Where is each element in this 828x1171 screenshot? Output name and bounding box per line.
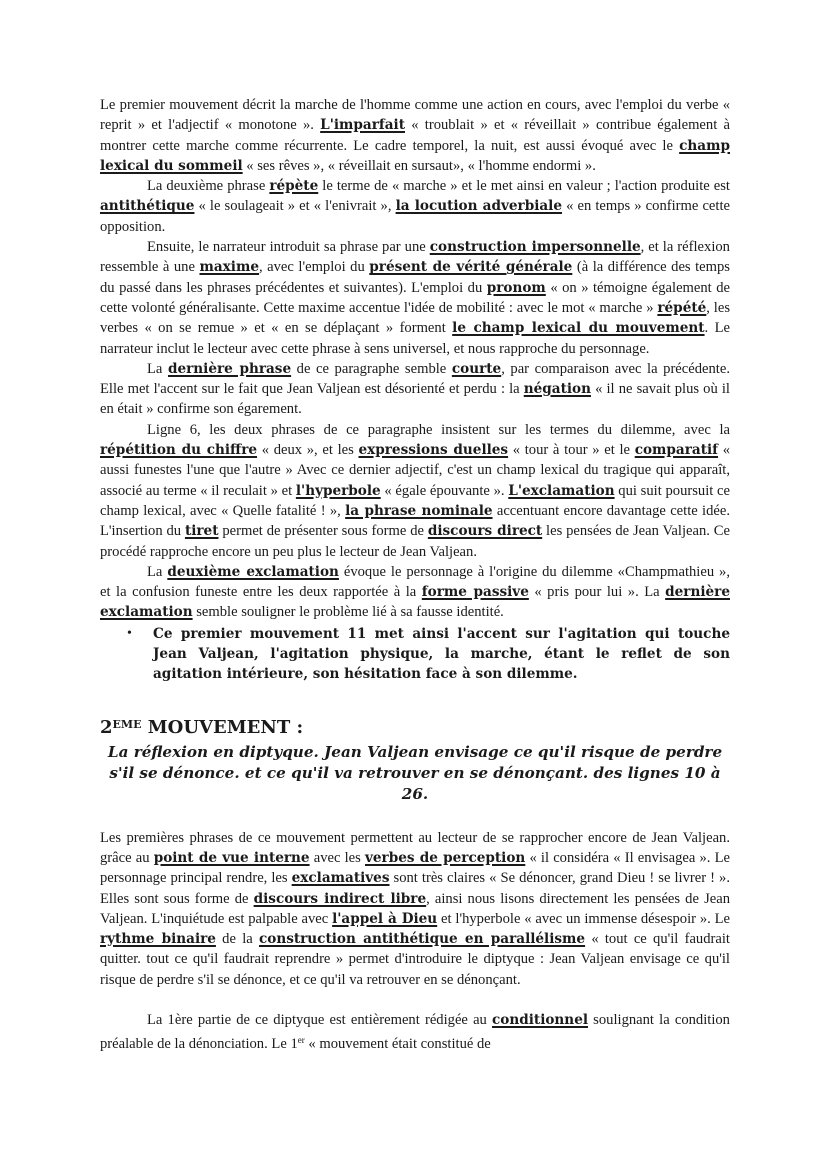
key-term: comparatif (634, 442, 719, 459)
paragraph-8: La 1ère partie de ce diptyque est entièrement rédigée au conditionnel soulignant la condition préalable de la dénonciation. Le 1er « mouvement était constitué de (100, 1011, 730, 1053)
paragraph-5: Ligne 6, les deux phrases de ce paragraphe insistent sur les termes du dilemme, avec la répétition du chiffre « deux », et les expressions duelles « tour à tour » et le comparatif « aussi funestes l'une que l'autre » Avec ce dernier adjectif, c'est un champ lexical du tragique qui apparaît, associé au terme « il reculait » et l'hyperbole « égale épouvante ». L'exclamation qui suit poursuit ce champ lexical, avec « Quelle fatalité ! », la phrase nominale accentuant encore davantage cette idée. L'insertion du tiret permet de présenter sous forme de discours direct les pensées de Jean Valjean. Ce procédé rapproche encore un peu plus le lecteur de Jean Valjean. (100, 421, 730, 560)
paragraph-1: Le premier mouvement décrit la marche de l'homme comme une action en cours, avec l'emploi du verbe « reprit » et l'adjectif « monotone ». L'imparfait « troublait » et « réveillait » contribue également à montrer cette marche comme récurrente. Le cadre temporel, la nuit, est aussi évoqué avec le champ lexical du sommeil « ses rêves », « réveillait en sursaut», « l'homme endormi ». (100, 97, 730, 174)
key-term: tiret (184, 523, 219, 540)
document-page (100, 95, 730, 1055)
bullet-summary (100, 624, 730, 685)
key-term: champ lexical du sommeil (100, 137, 730, 174)
key-term: discours direct (427, 523, 543, 540)
key-term: l'appel à Dieu (332, 910, 438, 927)
paragraph-3: Ensuite, le narrateur introduit sa phrase par une construction impersonnelle, et la réflexion ressemble à une maxime, avec l'emploi du présent de vérité générale (à la différence des temps du passé dans les phrases précédentes et suivantes). L'emploi du pronom « on » témoigne également de cette volonté généralisante. Cette maxime accentue l'idée de mobilité : avec le mot « marche » répété, les verbes « on se remue » et « en se déplaçant » forment le champ lexical du mouvement. Le narrateur inclut le lecteur avec cette phrase à sens universel, et nous rapproche du personnage. (100, 239, 731, 357)
key-term: rythme binaire (100, 931, 216, 948)
key-term: dernière exclamation (100, 584, 730, 621)
key-term: construction antithétique en parallélisme (258, 931, 586, 948)
key-term: le champ lexical du mouvement (452, 320, 705, 337)
bullet-text: Ce premier mouvement 11 met ainsi l'accent sur l'agitation qui touche Jean Valjean, l'agitation physique, la marche, étant le reflet de son agitation intérieure, son hésitation face à son dilemme. (153, 625, 730, 683)
key-term: répété (657, 299, 707, 316)
key-term: deuxième exclamation (167, 563, 339, 580)
paragraph-7: Les premières phrases de ce mouvement permettent au lecteur de se rapprocher encore de Jean Valjean. grâce au point de vue interne avec les verbes de perception « il considéra « Il envisagea ». Le personnage principal rendre, les exclamatives sont très claires « Se dénoncer, grand Dieu ! se livrer ! ». Elles sont sous forme de discours indirect libre, ainsi nous lisons directement les pensées de Jean Valjean. L'inquiétude est palpable avec l'appel à Dieu et l'hyperbole « avec un immense désespoir ». Le rythme binaire de la construction antithétique en parallélisme « tout ce qu'il faudrait quitter. tout ce qu'il faudrait reprendre » permet d'introduire le diptyque : Jean Valjean envisage ce qu'il risque de perdre s'il se dénonce, et ce qu'il va retrouver en se dénonçant. (100, 829, 731, 988)
paragraph-6: La deuxième exclamation évoque le personnage à l'origine du dilemme «Champmathieu », et la confusion funeste entre les deux rapportée à la forme passive « pris pour lui ». La dernière exclamation semble souligner le problème lié à sa fausse identité. (100, 563, 730, 621)
key-term: dernière phrase (167, 360, 292, 377)
key-term: construction impersonnelle (429, 239, 641, 256)
key-term: exclamatives (291, 870, 390, 887)
key-term: forme passive (421, 584, 529, 601)
key-term: discours indirect libre (253, 890, 427, 907)
key-term: négation (523, 381, 591, 398)
section-heading: 2EME MOUVEMENT : (100, 716, 304, 738)
paragraph-2: La deuxième phrase répète le terme de « marche » et le met ainsi en valeur ; l'action produite est antithétique « le soulageait » et « l'enivrait », la locution adverbiale « en temps » confirme cette opposition. (100, 178, 730, 235)
key-term: la locution adverbiale (395, 198, 562, 215)
key-term: L'imparfait (320, 117, 405, 134)
key-term: présent de vérité générale (369, 259, 573, 276)
key-term: conditionnel (492, 1011, 589, 1028)
key-term: courte (451, 360, 502, 377)
section-subtitle: La réflexion en diptyque. Jean Valjean envisage ce qu'il risque de perdre s'il se dénonce. et ce qu'il va retrouver en se dénonçant. des lignes 10 à 26. (107, 742, 723, 803)
paragraph-4: La dernière phrase de ce paragraphe semble courte, par comparaison avec la précédente. Elle met l'accent sur le fait que Jean Valjean est désorienté et perdu : la négation « il ne savait plus où il en était » confirme son égarement. (100, 360, 730, 418)
key-term: répète (269, 178, 319, 195)
bullet-icon: • (127, 625, 132, 641)
key-term: L'exclamation (508, 482, 615, 499)
key-term: répétition du chiffre (100, 442, 258, 459)
key-term: maxime (199, 259, 259, 276)
key-term: point de vue interne (153, 849, 310, 866)
key-term: l'hyperbole (295, 482, 381, 499)
key-term: pronom (486, 279, 546, 296)
key-term: verbes de perception (365, 849, 526, 866)
key-term: antithétique (100, 198, 195, 215)
key-term: la phrase nominale (345, 502, 493, 519)
key-term: expressions duelles (358, 442, 509, 459)
